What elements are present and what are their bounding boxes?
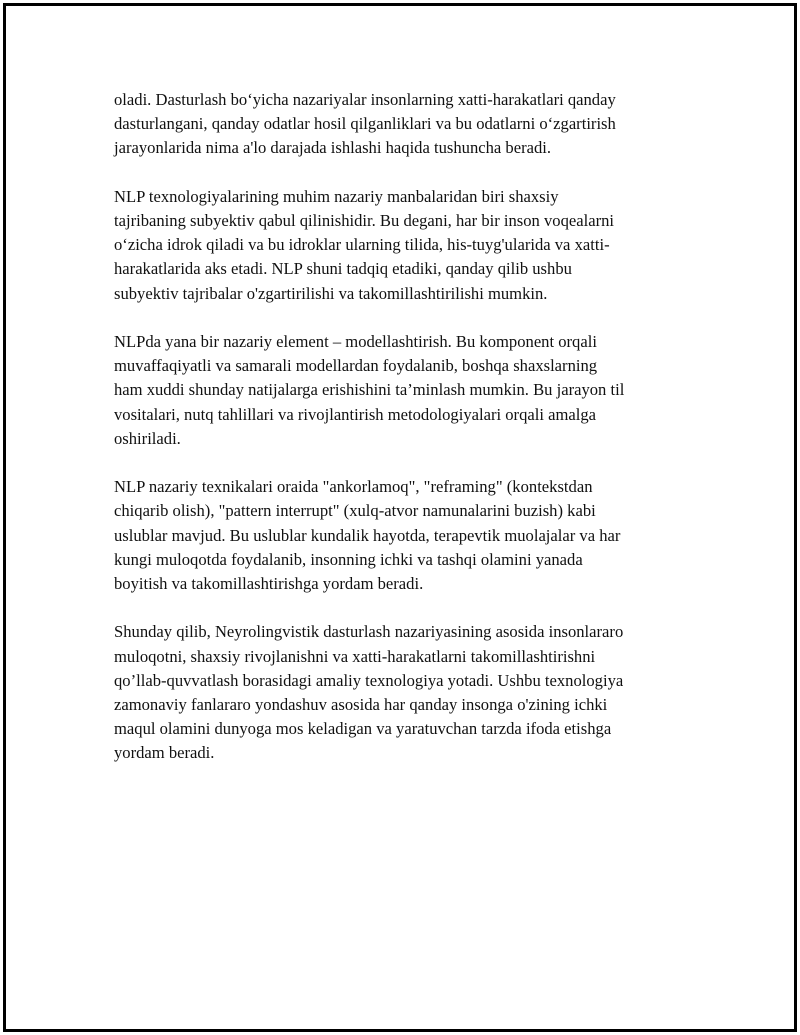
text-line: oshiriladi.: [114, 428, 181, 448]
text-line: oladi. Dasturlash bo‘yicha nazariyalar insonlarning xatti-harakatlari qanday: [114, 90, 616, 109]
text-line: NLPda yana bir nazariy element – modellashtirish. Bu komponent orqali: [114, 332, 597, 351]
text-line: o‘zicha idrok qiladi va bu idroklar ularning tilida, his-tuyg'ularida va xatti-: [114, 235, 610, 255]
paragraph-5: [114, 620, 684, 765]
text-line: harakatlarida aks etadi. NLP shuni tadqiq etadiki, qanday qilib ushbu: [114, 259, 572, 279]
paragraph-4: [114, 475, 684, 596]
text-line: boyitish va takomillashtirishga yordam beradi.: [114, 574, 424, 594]
text-line: qo’llab-quvvatlash borasidagi amaliy texnologiya yotadi. Ushbu texnologiya: [114, 670, 624, 690]
text-line: yordam beradi.: [114, 743, 215, 763]
document-body: [114, 88, 684, 790]
text-line: tajribaning subyektiv qabul qilinishidir. Bu degani, har bir inson voqealarni: [114, 211, 615, 230]
text-line: kungi muloqotda foydalanib, insonning ichki va tashqi olamini yanada: [114, 549, 583, 569]
text-line: subyektiv tajribalar o'zgartirilishi va takomillashtirilishi mumkin.: [114, 283, 548, 303]
text-line: muvaffaqiyatli va samarali modellardan foydalanib, boshqa shaxslarning: [114, 356, 598, 376]
text-line: maqul olamini dunyoga mos keladigan va yaratuvchan tarzda ifoda etishga: [114, 719, 612, 739]
paragraph-2: [114, 185, 684, 306]
paragraph-3: [114, 330, 684, 451]
text-line: chiqarib olish), "pattern interrupt" (xulq-atvor namunalarini buzish) kabi: [114, 501, 596, 521]
text-line: dasturlangani, qanday odatlar hosil qilganliklari va bu odatlarni o‘zgartirish: [114, 114, 616, 134]
text-line: vositalari, nutq tahlillari va rivojlantirish metodologiyalari orqali amalga: [114, 404, 597, 424]
text-line: ham xuddi shunday natijalarga erishishini ta’minlash mumkin. Bu jarayon til: [114, 380, 625, 400]
text-line: jarayonlarida nima a'lo darajada ishlashi haqida tushuncha beradi.: [114, 138, 552, 158]
text-line: zamonaviy fanlararo yondashuv asosida har qanday insonga o'zining ichki: [114, 695, 608, 715]
text-line: uslublar mavjud. Bu uslublar kundalik hayotda, terapevtik muolajalar va har: [114, 525, 621, 545]
text-line: NLP nazariy texnikalari oraida "ankorlamoq", "reframing" (kontekstdan: [114, 477, 593, 497]
text-line: NLP texnologiyalarining muhim nazariy manbalaridan biri shaxsiy: [114, 186, 559, 206]
paragraph-1: [114, 88, 684, 161]
text-line: Shunday qilib, Neyrolingvistik dasturlash nazariyasining asosida insonlararo: [114, 622, 624, 642]
text-line: muloqotni, shaxsiy rivojlanishni va xatti-harakatlarni takomillashtirishni: [114, 646, 596, 666]
